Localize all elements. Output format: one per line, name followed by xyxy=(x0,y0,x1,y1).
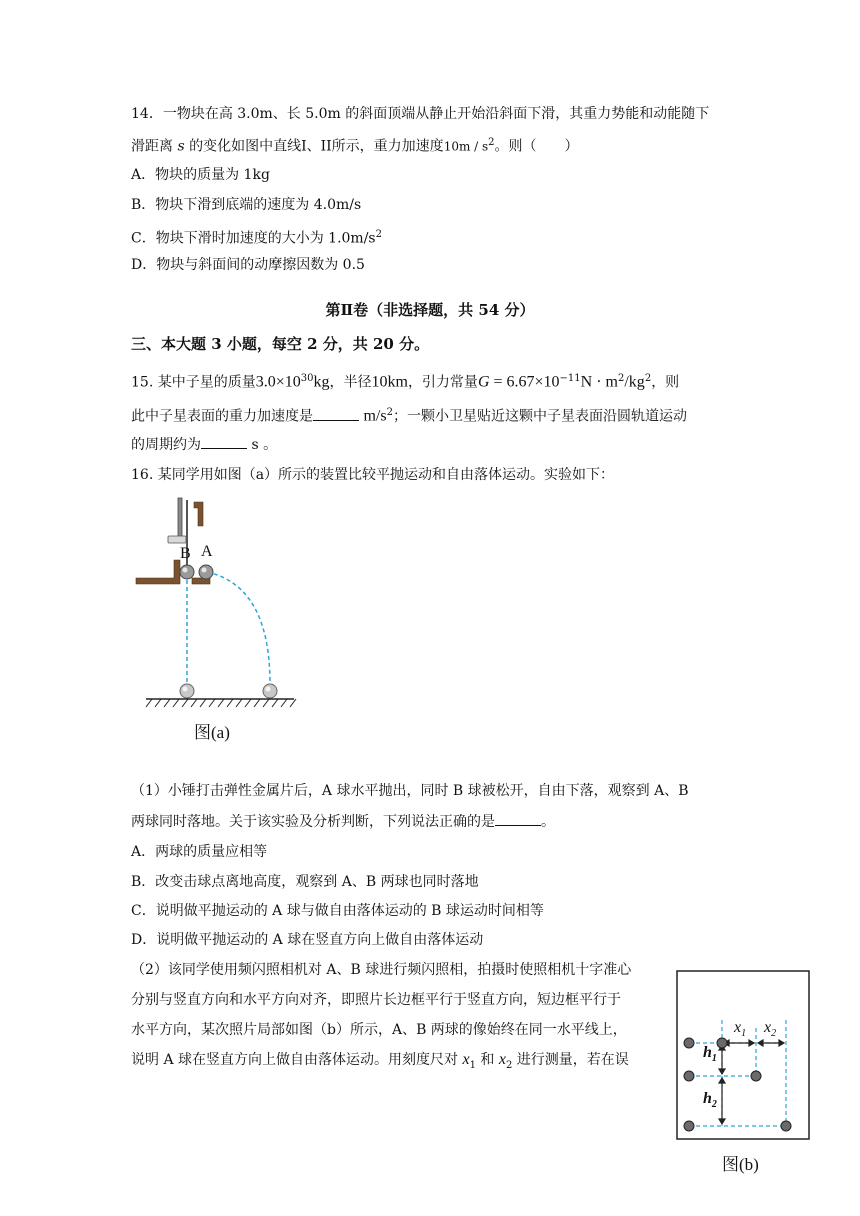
figure-b-label-h2: $h_2$ xyxy=(703,1090,717,1111)
section-title: 第Ⅱ卷（非选择题，共 54 分） xyxy=(325,301,535,319)
q16-option-d: D．说明做平抛运动的 A 球在竖直方向上做自由落体运动 xyxy=(131,932,484,948)
figure-a-label-b: B xyxy=(180,545,191,562)
q16-option-a: A．两球的质量应相等 xyxy=(131,844,268,860)
q16-p1-line2: 两球同时落地。关于该实验及分析判断，下列说法正确的是 。 xyxy=(131,811,555,832)
part3-heading: 三、本大题 3 小题，每空 2 分，共 20 分。 xyxy=(131,335,430,353)
q15-answer-blank-1 xyxy=(313,406,359,421)
q14-option-c: C．物块下滑时加速度的大小为 $1.0m/s^2$ xyxy=(131,229,382,247)
q16-p2-line2: 分别与竖直方向和水平方向对齐，即照片长边框平行于竖直方向，短边框平行于 xyxy=(131,992,621,1008)
q16-answer-blank xyxy=(495,811,541,826)
figure-a-label-a: A xyxy=(201,543,213,560)
figure-b-label-h1: $h_1$ xyxy=(703,1044,717,1065)
q15-line1: 15. 某中子星的质量$3.0\times 10^{30}kg$，半径10km，引力常量$G = 6.67\times 10^{-11}N \cdot m^2/kg^2$，则 xyxy=(131,373,680,391)
q16-option-c: C．说明做平抛运动的 A 球与做自由落体运动的 B 球运动时间相等 xyxy=(131,903,544,919)
q16-p2-line1: （2）该同学使用频闪照相机对 A、B 球进行频闪照相，拍摄时使照相机十字准心 xyxy=(131,962,632,978)
q14-option-d: D．物块与斜面间的动摩擦因数为 0.5 xyxy=(131,257,365,273)
q14-option-a: A．物块的质量为 1kg xyxy=(131,167,270,183)
q15-answer-blank-2 xyxy=(201,434,247,449)
q14-stem-line1: 14．一物块在高 3.0m、长 5.0m 的斜面顶端从静止开始沿斜面下滑，其重力势能和动能随下 xyxy=(131,106,710,122)
figure-b-label-x2: $x_2$ xyxy=(764,1019,777,1040)
q16-p2-line3: 水平方向，某次照片局部如图（b）所示，A、B 两球的像始终在同一水平线上， xyxy=(131,1022,627,1038)
figure-b-label-x1: $x_1$ xyxy=(734,1019,747,1040)
q16-p2-line4: 说明 A 球在竖直方向上做自由落体运动。用刻度尺对 $x_1$ 和 $x_2$ 进行测量，若在误 xyxy=(131,1051,629,1071)
q15-line3: 的周期约为 s 。 xyxy=(131,434,277,455)
q16-p1-line1: （1）小锤打击弹性金属片后，A 球水平抛出，同时 B 球被松开，自由下落，观察到 A、B xyxy=(131,783,689,799)
figure-b-photo xyxy=(676,970,812,1142)
q16-intro: 16. 某同学用如图（a）所示的装置比较平抛运动和自由落体运动。实验如下： xyxy=(131,467,615,483)
q15-line2: 此中子星表面的重力加速度是 $m/s^2$；一颗小卫星贴近这颗中子星表面沿圆轨道运动 xyxy=(131,407,687,425)
figure-a-apparatus xyxy=(130,494,310,714)
q16-option-b: B．改变击球点离地高度，观察到 A、B 两球也同时落地 xyxy=(131,874,479,890)
figure-b-caption: 图(b) xyxy=(722,1155,759,1174)
q14-option-b: B．物块下滑到底端的速度为 4.0m/s xyxy=(131,197,362,213)
figure-a-caption: 图(a) xyxy=(194,723,230,742)
q14-stem-line2: 滑距离 s 的变化如图中直线I、II所示，重力加速度$10m / s^2$。则（ ） xyxy=(131,137,579,155)
